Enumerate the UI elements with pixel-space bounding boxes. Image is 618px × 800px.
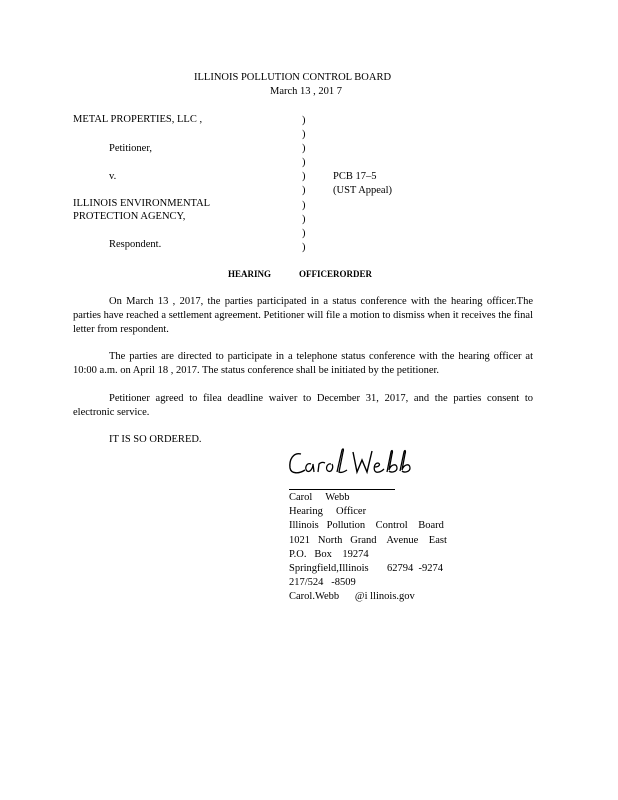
order-title-part2: OFFICERORDER bbox=[299, 269, 373, 279]
signature-block bbox=[289, 491, 447, 605]
closing-statement: IT IS SO ORDERED. bbox=[109, 434, 202, 445]
petitioner-name: METAL PROPERTIES, LLC , bbox=[73, 114, 203, 125]
respondent-name-line2: PROTECTION AGENCY, bbox=[73, 211, 186, 222]
signer-street: 1021 North Grand Avenue East bbox=[289, 534, 447, 546]
respondent-label: Respondent. bbox=[109, 239, 162, 250]
caption-brackets: ) ) ) ) ) ) ) ) ) ) bbox=[302, 115, 306, 253]
order-title-part1: HEARING bbox=[228, 269, 272, 279]
agency-heading: ILLINOIS POLLUTION CONTROL BOARD bbox=[194, 72, 392, 83]
order-title bbox=[228, 269, 418, 279]
signer-title: Hearing Officer bbox=[289, 506, 367, 518]
paragraph-2: The parties are directed to participate in a telephone status conference with the hearing officer at 10:00 a.m. on April 18 , 2017. The status conference shall be initiated by the petitioner. bbox=[73, 351, 533, 377]
paragraph-1: On March 13 , 2017, the parties participated in a status conference with the hearing officer.The parties have reached a settlement agreement. Petitioner will file a motion to dismiss when it receives the final letter from respondent. bbox=[73, 296, 533, 336]
signature-line bbox=[289, 489, 395, 490]
case-type: (UST Appeal) bbox=[333, 185, 393, 196]
signer-phone: 217/524 -8509 bbox=[289, 577, 356, 589]
paragraph-3: Petitioner agreed to filea deadline waiver to December 31, 2017, and the parties consent to electronic service. bbox=[73, 393, 533, 419]
signer-agency: Illinois Pollution Control Board bbox=[289, 520, 444, 532]
case-number: PCB 17–5 bbox=[333, 171, 377, 182]
signer-city: Springfield,Illinois 62794 -9274 bbox=[289, 563, 443, 575]
signer-po-box: P.O. Box 19274 bbox=[289, 548, 369, 560]
signature-image bbox=[287, 446, 417, 480]
order-date: March 13 , 201 7 bbox=[270, 86, 343, 97]
versus-label: v. bbox=[109, 171, 117, 182]
signer-name: Carol Webb bbox=[289, 492, 350, 503]
petitioner-label: Petitioner, bbox=[109, 143, 153, 154]
respondent-name-line1: ILLINOIS ENVIRONMENTAL bbox=[73, 198, 211, 209]
signer-email: Carol.Webb @i llinois.gov bbox=[289, 591, 415, 603]
